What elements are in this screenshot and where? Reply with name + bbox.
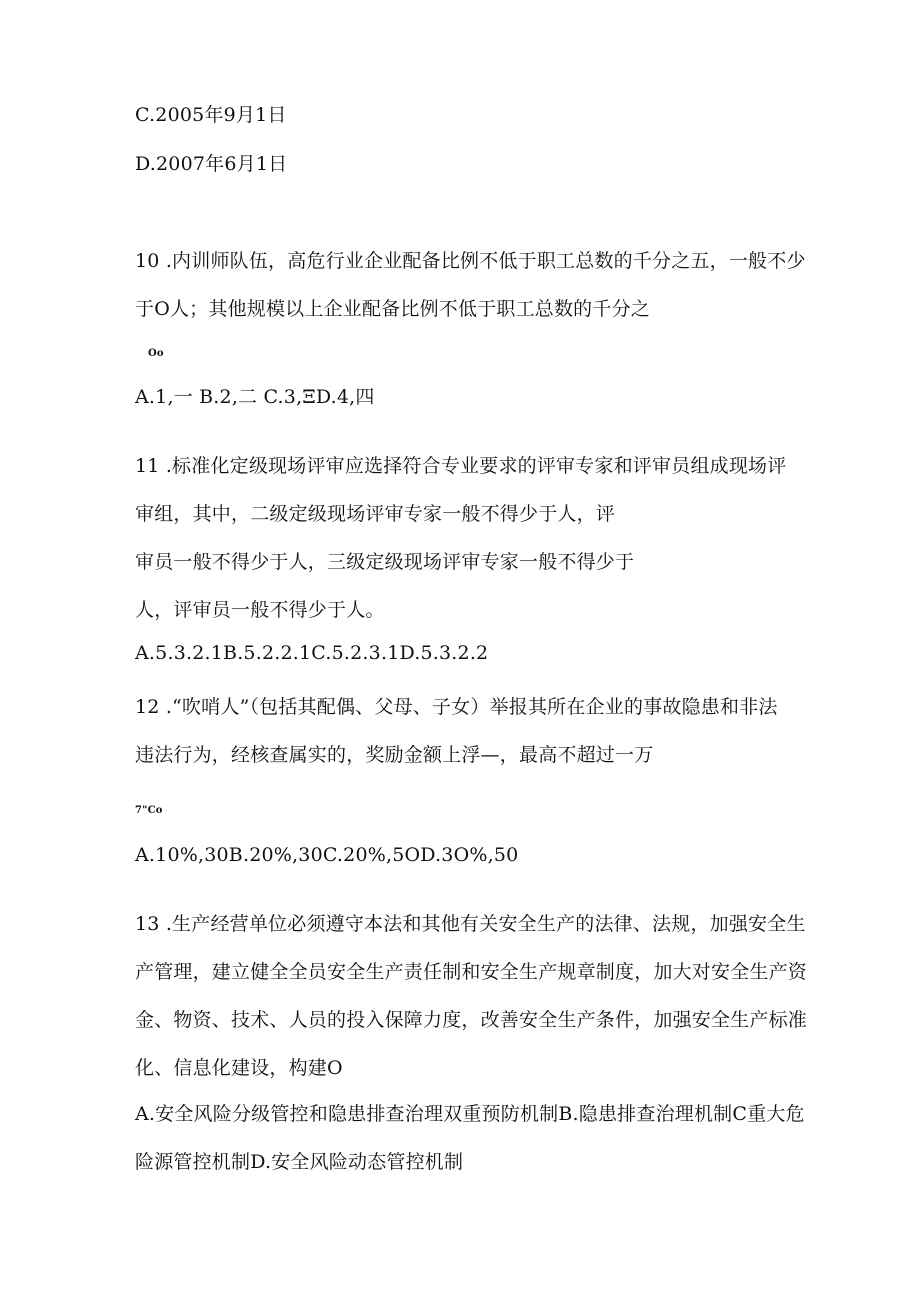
question-11-line-3: 审员一般不得少于人，三级定级现场评审专家一般不得少于 [135, 551, 635, 573]
question-13-options-line-1: A.安全风险分级管控和隐患排查治理双重预防机制B.隐患排查治理机制C重大危 [135, 1103, 805, 1125]
question-13-line-1: 13 .生产经营单位必须遵守本法和其他有关安全生产的法律、法规，加强安全生 [135, 913, 806, 935]
question-13-line-3: 金、物资、技术、人员的投入保障力度，改善安全生产条件，加强安全生产标准 [135, 1009, 808, 1031]
question-13-options-line-2: 险源管控机制D.安全风险动态管控机制 [135, 1151, 464, 1173]
question-10-options: A.1,一 B.2,二 C.3,ΞD.4,四 [135, 386, 375, 408]
question-12-line-2: 违法行为，经核查属实的，奖励金额上浮—，最高不超过一万 [135, 744, 654, 766]
question-12-options: A.10%,30B.20%,30C.20%,5OD.3O%,50 [135, 844, 519, 866]
question-12-line-1: 12 .“吹哨人”（包括其配偶、父母、子女）举报其所在企业的事故隐患和非法 [135, 696, 778, 718]
question-11-line-1: 11 .标准化定级现场评审应选择符合专业要求的评审专家和评审员组成现场评 [135, 455, 787, 477]
question-13-line-4: 化、信息化建设，构建O [135, 1057, 343, 1079]
question-10-line-1: 10 .内训师队伍，高危行业企业配备比例不低于职工总数的千分之五，一般不少 [135, 250, 806, 272]
option-c-line: C.2005年9月1日 [135, 104, 287, 126]
question-11-line-2: 审组，其中，二级定级现场评审专家一般不得少于人，评 [135, 503, 616, 525]
question-12-fragment: 7"Co [135, 805, 163, 816]
question-13-line-2: 产管理，建立健全全员安全生产责任制和安全生产规章制度，加大对安全生产资 [135, 961, 808, 983]
question-10-line-2: 于O人；其他规模以上企业配备比例不低于职工总数的千分之 [135, 298, 650, 320]
question-11-options: A.5.3.2.1B.5.2.2.1C.5.2.3.1D.5.3.2.2 [135, 642, 489, 664]
question-10-fragment: Oo [148, 348, 164, 359]
question-11-line-4: 人，评审员一般不得少于人。 [135, 599, 385, 621]
option-d-line: D.2007年6月1日 [135, 153, 288, 175]
